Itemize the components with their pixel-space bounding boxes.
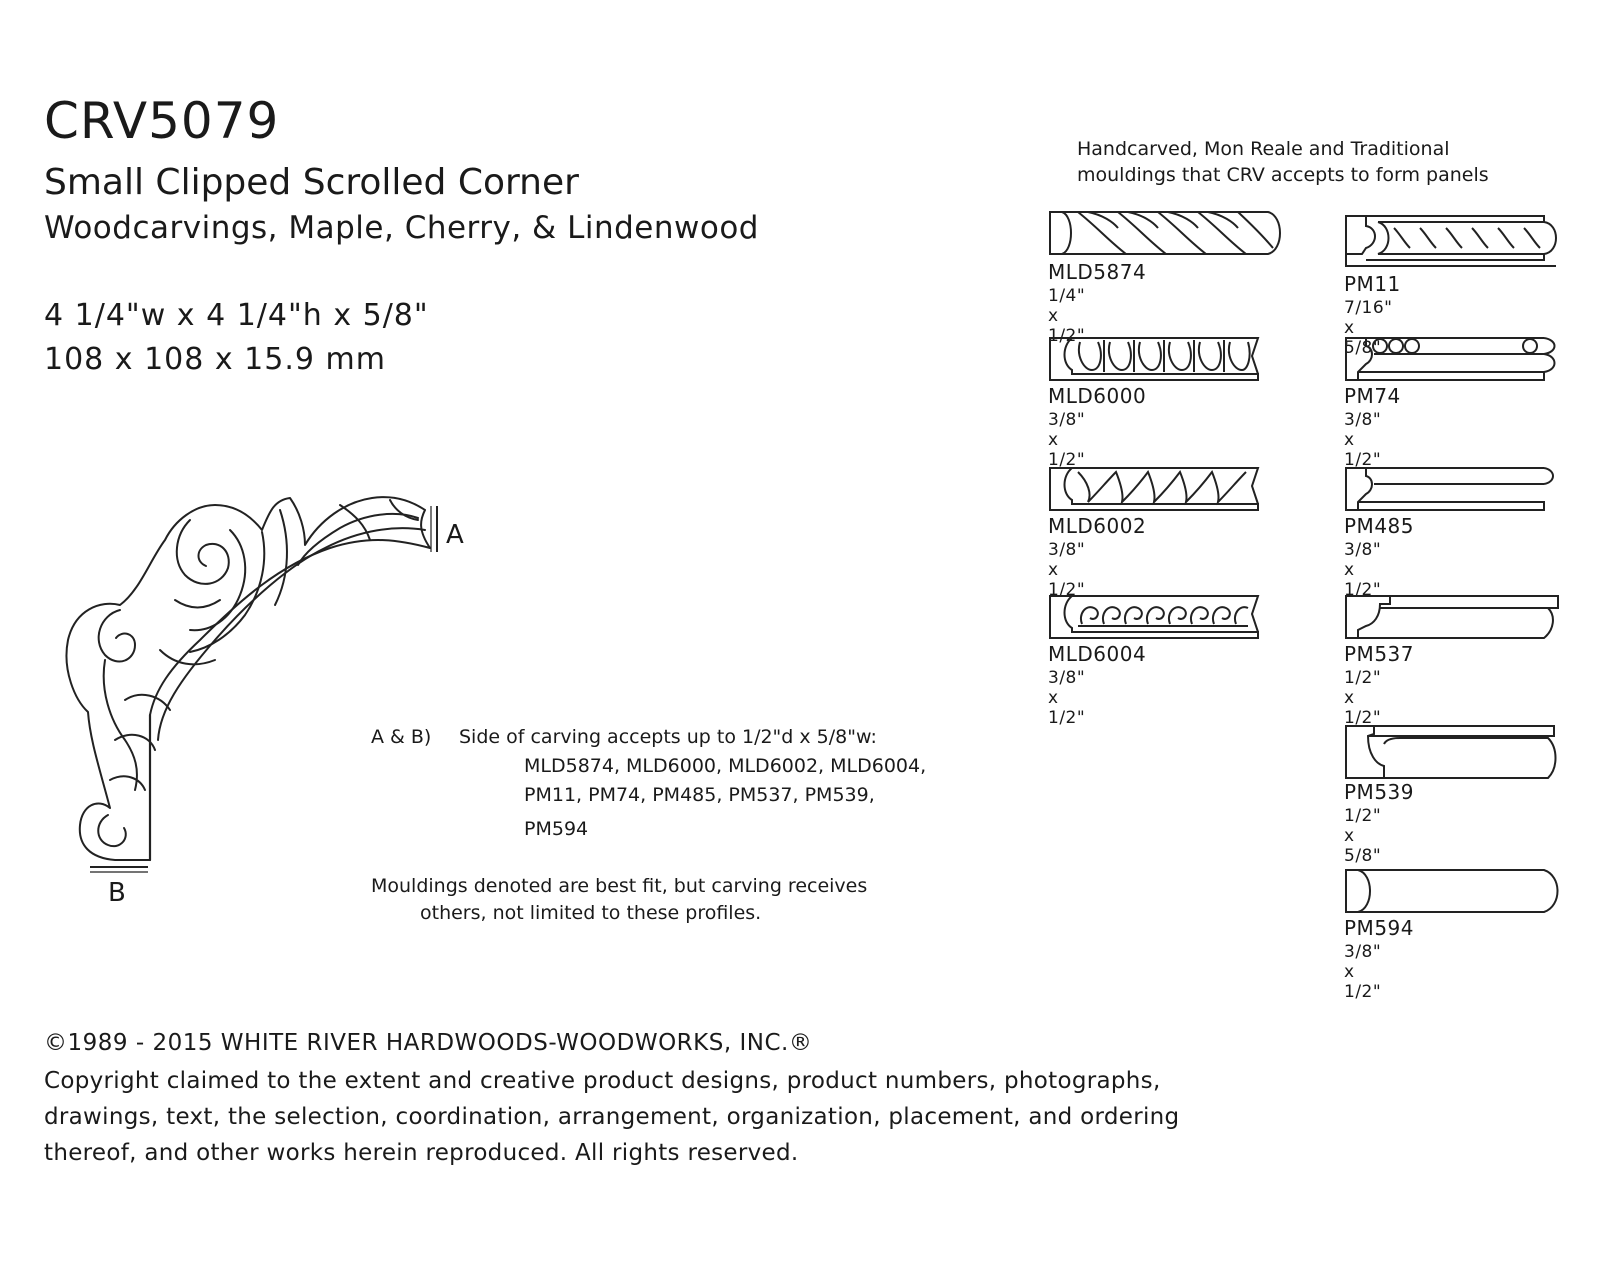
- moulding-profile-rope-inset: [1344, 214, 1564, 268]
- product-code: CRV5079: [44, 92, 280, 150]
- copyright-text-line1: Copyright claimed to the extent and creative product designs, product numbers, photographs,: [44, 1068, 1161, 1094]
- note-list-line2: PM11, PM74, PM485, PM537, PM539,: [524, 784, 875, 806]
- mouldings-heading-line1: Handcarved, Mon Reale and Traditional: [1077, 138, 1450, 160]
- moulding-size: 3/8" x 1/2": [1344, 540, 1382, 600]
- mouldings-heading: [1077, 136, 1489, 188]
- note-text: Side of carving accepts up to 1/2"d x 5/8"w:: [459, 726, 877, 748]
- moulding-size: 3/8" x 1/2": [1048, 668, 1086, 728]
- copyright-text-line2: drawings, text, the selection, coordination, arrangement, organization, placement, and ordering: [44, 1104, 1180, 1130]
- moulding-code: MLD5874: [1048, 260, 1147, 284]
- copyright-line: ©1989 - 2015 WHITE RIVER HARDWOODS-WOODWORKS, INC.®: [44, 1030, 813, 1056]
- moulding-code: MLD6002: [1048, 514, 1147, 538]
- moulding-size: 1/2" x 1/2": [1344, 668, 1382, 728]
- dimension-label-a: A: [446, 520, 464, 550]
- moulding-size: 7/16" x 5/8": [1344, 298, 1393, 358]
- moulding-code: MLD6004: [1048, 642, 1147, 666]
- dimensions-imperial: 4 1/4"w x 4 1/4"h x 5/8": [44, 298, 429, 333]
- moulding-code: PM537: [1344, 642, 1414, 666]
- moulding-code: PM594: [1344, 916, 1414, 940]
- mouldings-heading-line2: mouldings that CRV accepts to form panels: [1077, 164, 1489, 186]
- note-fit-line1: Mouldings denoted are best fit, but carving receives: [371, 875, 868, 897]
- moulding-profile-plain-step: [1344, 594, 1564, 640]
- moulding-code: MLD6000: [1048, 384, 1147, 408]
- moulding-profile-rope: [1048, 210, 1288, 260]
- note-list-line3: PM594: [524, 818, 589, 840]
- moulding-profile-plain-round: [1344, 466, 1564, 512]
- moulding-code: PM539: [1344, 780, 1414, 804]
- moulding-size: 3/8" x 1/2": [1048, 410, 1086, 470]
- moulding-code: PM11: [1344, 272, 1401, 296]
- note-fit-line2: others, not limited to these profiles.: [420, 902, 762, 924]
- moulding-profile-beads: [1344, 336, 1564, 382]
- moulding-size: 1/2" x 5/8": [1344, 806, 1382, 866]
- moulding-code: PM485: [1344, 514, 1414, 538]
- dimension-label-b: B: [108, 878, 126, 908]
- moulding-size: 3/8" x 1/2": [1344, 410, 1382, 470]
- dimensions-metric: 108 x 108 x 15.9 mm: [44, 342, 386, 377]
- moulding-profile-egg-dart: [1048, 336, 1268, 382]
- moulding-profile-wave: [1048, 594, 1268, 640]
- moulding-size: 1/4" x 1/2": [1048, 286, 1086, 346]
- copyright-text-line3: thereof, and other works herein reproduced. All rights reserved.: [44, 1140, 799, 1166]
- product-materials: Woodcarvings, Maple, Cherry, & Lindenwood: [44, 210, 759, 246]
- moulding-profile-half-round: [1344, 868, 1564, 914]
- moulding-size: 3/8" x 1/2": [1344, 942, 1382, 1002]
- product-name: Small Clipped Scrolled Corner: [44, 162, 579, 203]
- note-prefix: A & B): [371, 726, 432, 748]
- moulding-size: 3/8" x 1/2": [1048, 540, 1086, 600]
- moulding-code: PM74: [1344, 384, 1401, 408]
- moulding-profile-plain-cove: [1344, 724, 1564, 780]
- moulding-profile-leaf: [1048, 466, 1268, 512]
- note-list-line1: MLD5874, MLD6000, MLD6002, MLD6004,: [524, 755, 927, 777]
